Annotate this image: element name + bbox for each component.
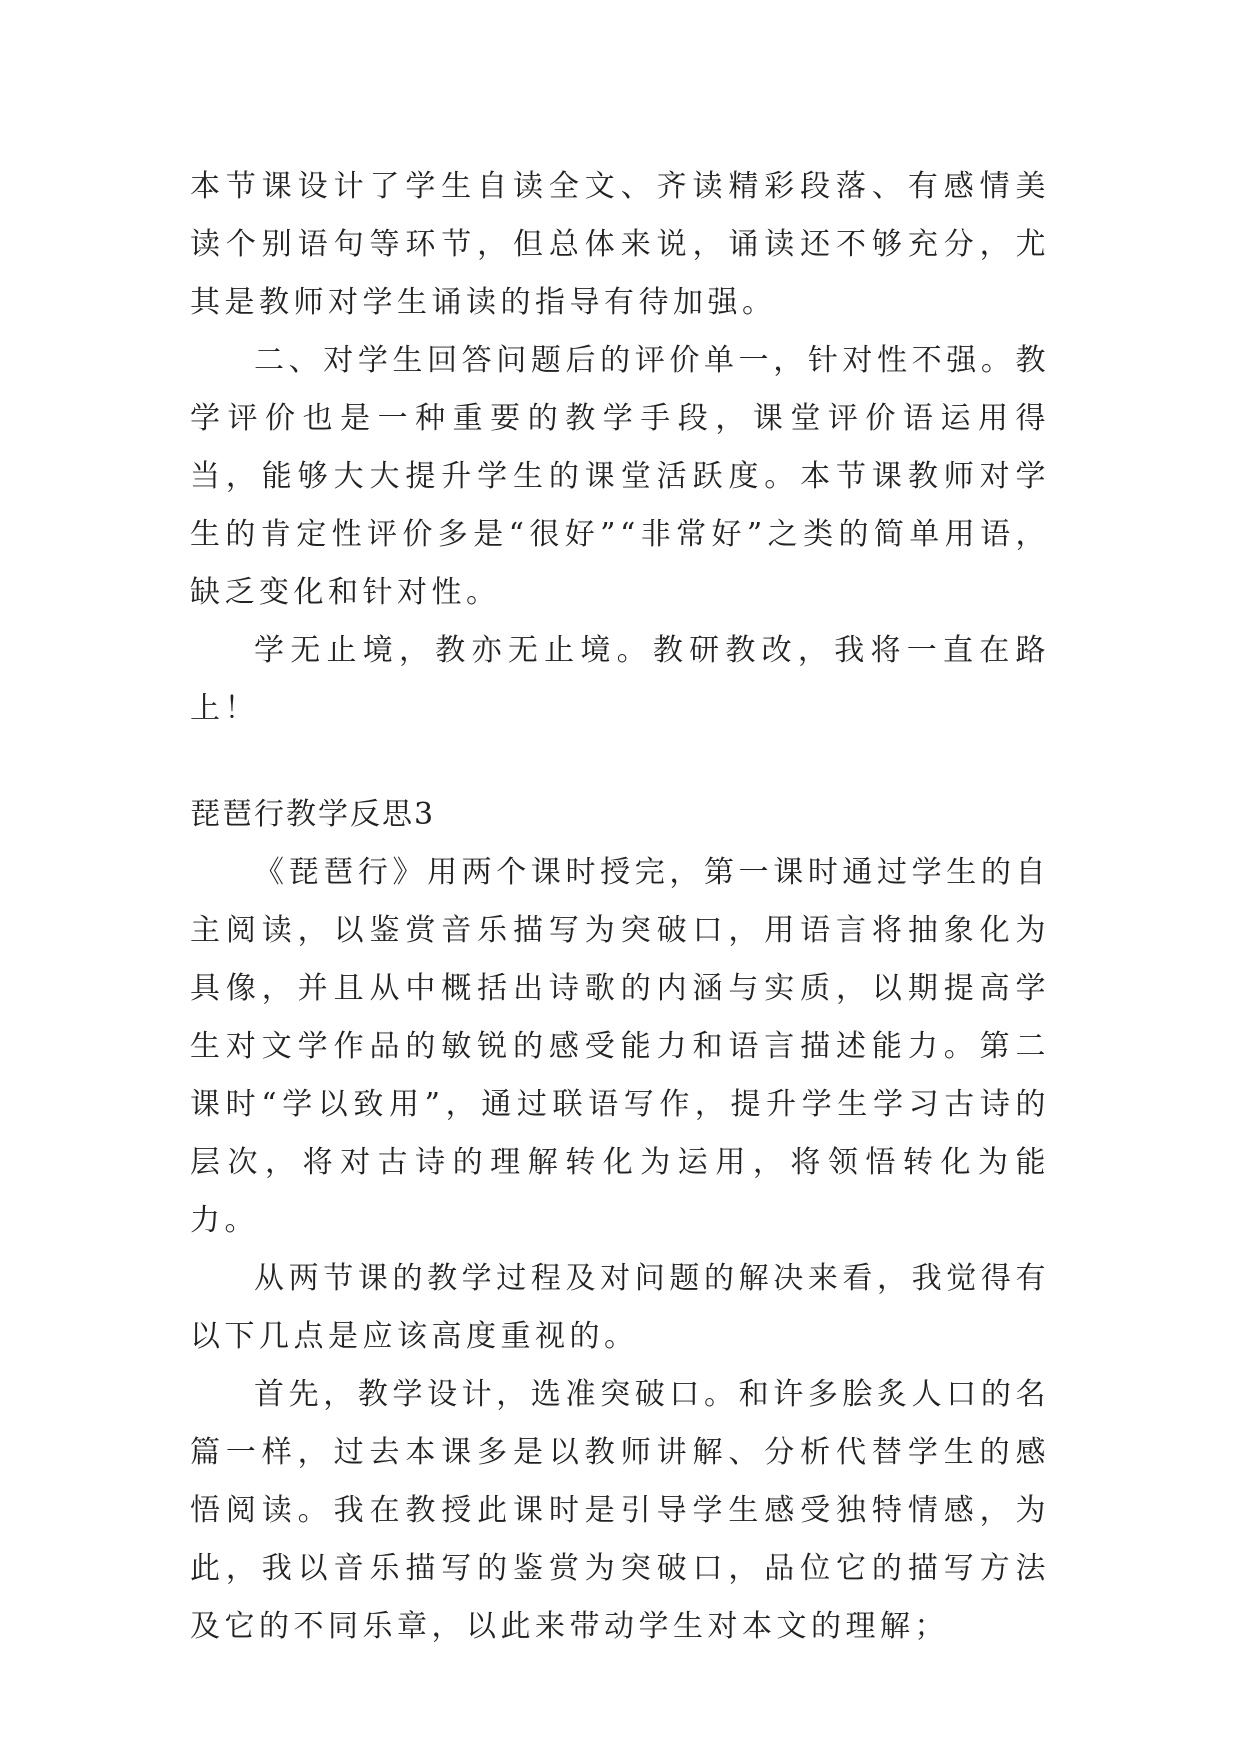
paragraph-observations: 从两节课的教学过程及对问题的解决来看，我觉得有以下几点是应该高度重视的。 bbox=[190, 1261, 1050, 1354]
paragraph-design: 首先，教学设计，选准突破口。和许多脍炙人口的名篇一样，过去本课多是以教师讲解、分析代替学生的感悟阅读。我在教授此课时是引导学生感受独特情感，为此，我以音乐描写的鉴赏为突破口，品位它的描写方法及它的不同乐章，以此来带动学生对本文的理解； bbox=[190, 1377, 1050, 1644]
paragraph-evaluation: 二、对学生回答问题后的评价单一，针对性不强。教学评价也是一种重要的教学手段，课堂评价语运用得当，能够大大提升学生的课堂活跃度。本节课教师对学生的肯定性评价多是“很好”“非常好”之类的简单用语，缺乏变化和针对性。 bbox=[190, 343, 1050, 610]
paragraph-recitation: 本节课设计了学生自读全文、齐读精彩段落、有感情美读个别语句等环节，但总体来说，诵读还不够充分，尤其是教师对学生诵读的指导有待加强。 bbox=[190, 169, 1050, 320]
section-heading: 琵琶行教学反思3 bbox=[190, 797, 436, 832]
paragraph-intro: 《琵琶行》用两个课时授完，第一课时通过学生的自主阅读，以鉴赏音乐描写为突破口，用语言将抽象化为具像，并且从中概括出诗歌的内涵与实质，以期提高学生对文学作品的敏锐的感受能力和语言描述能力。第二课时“学以致用”，通过联语写作，提升学生学习古诗的层次，将对古诗的理解转化为运用，将领悟转化为能力。 bbox=[190, 855, 1050, 1238]
paragraph-closing: 学无止境，教亦无止境。教研教改，我将一直在路上！ bbox=[190, 633, 1050, 726]
document-body bbox=[190, 158, 1050, 1656]
